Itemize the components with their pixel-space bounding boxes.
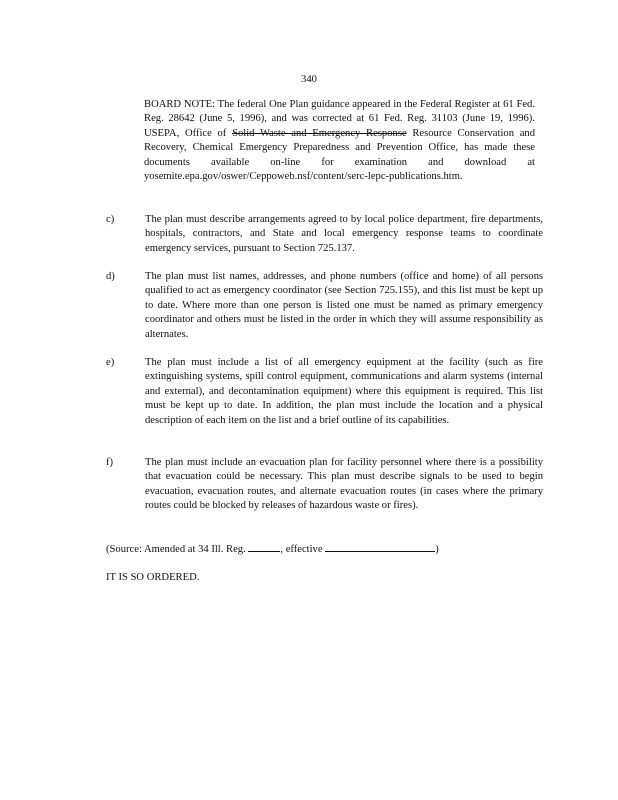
source-note xyxy=(106,541,439,557)
item-label: c) xyxy=(106,214,115,225)
item-text: The plan must describe arrangements agreed to by local police department, fire departments, hospitals, contractors, and State and local emergency response teams to coordinate emergency services, pursuant to Section 725.137. xyxy=(145,214,543,254)
source-prefix: (Source: Amended at 34 Ill. Reg. xyxy=(106,544,246,555)
item-text: The plan must include an evacuation plan for facility personnel where there is a possibility that evacuation could be necessary. This plan must describe signals to be used to begin evacuation, evacuation routes, and alternate evacuation routes (in cases where the primary routes could be blocked by releases of hazardous waste or fires). xyxy=(145,457,543,512)
item-label: e) xyxy=(106,357,115,368)
item-text: The plan must list names, addresses, and phone numbers (office and home) of all persons qualified to act as emergency coordinator (see Section 725.155), and this list must be kept up to date. Where more than one person is listed one must be named as primary emergency coordinator and others must be listed in the order in which they will assume responsibility as alternates. xyxy=(145,271,543,340)
page-number: 340 xyxy=(301,74,317,85)
source-end: ) xyxy=(435,544,439,555)
source-mid: , effective xyxy=(280,544,323,555)
closing-statement: IT IS SO ORDERED. xyxy=(106,572,200,583)
board-note-struck-text: Solid Waste and Emergency Response xyxy=(232,127,407,139)
item-label: f) xyxy=(106,457,114,468)
board-note xyxy=(144,98,535,184)
board-note-text: BOARD NOTE: The federal One Plan guidance appeared in the Federal Register at 61 Fed. Reg. 28642 (June 5, 1996), and was corrected at 61 Fed. Reg. 31103 (June 19, 1996). USEPA, Office of xyxy=(144,99,535,139)
board-note-text-continued: Resource Conservation and Recovery, Chemical Emergency Preparedness and Prevention Office, has made these documents available on-line for examination and download at yosemite.epa.gov/oswer/Ceppoweb.nsf/content/serc-lepc-publications.htm. xyxy=(144,127,535,183)
effective-date-blank xyxy=(325,541,435,552)
item-text: The plan must include a list of all emergency equipment at the facility (such as fire extinguishing systems, spill control equipment, communications and alarm systems (internal and external), and decontamination equipment) where this equipment is required. This list must be kept up to date. In addition, the plan must include the location and a physical description of each item on the list and a brief outline of its capabilities. xyxy=(145,357,543,426)
item-label: d) xyxy=(106,271,115,282)
register-blank xyxy=(248,541,280,552)
